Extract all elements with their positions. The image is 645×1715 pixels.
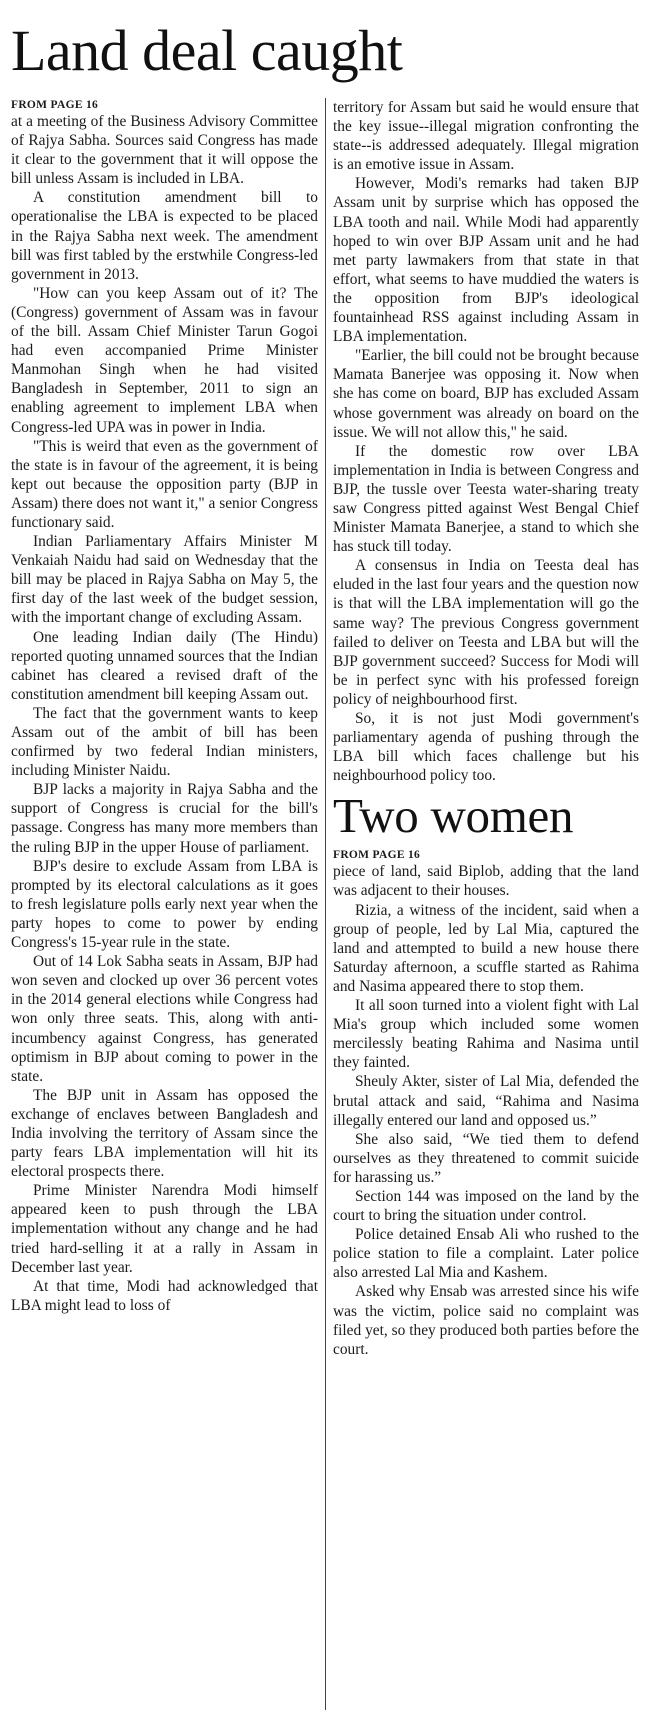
right-column — [333, 98, 639, 1710]
article2-paragraph: Rizia, a witness of the incident, said when a group of people, led by Lal Mia, captured the land and attempted to build a new house there Saturday afternoon, a scuffle started as Rahima and Nasima appeared there to stop them. — [333, 901, 639, 995]
article1-paragraph: BJP's desire to exclude Assam from LBA is prompted by its electoral calculations as it goes to fresh legislature polls early next year when the party hopes to come to power by ending Congress's 15-year rule in the state. — [11, 857, 318, 952]
article1-paragraph: BJP lacks a majority in Rajya Sabha and the support of Congress is crucial for the bill's passage. Congress has many more members than the ruling BJP in the upper House of parliament. — [11, 781, 318, 856]
article1-paragraph: A constitution amendment bill to operationalise the LBA is expected to be placed in the Rajya Sabha next week. The amendment bill was first tabled by the erstwhile Congress-led government in 2013. — [11, 189, 318, 283]
article1-paragraph: At that time, Modi had acknowledged that LBA might lead to loss of — [11, 1277, 318, 1314]
article2-paragraph: It all soon turned into a violent fight with Lal Mia's group which included some women mercilessly beating Rahima and Nasima until they fainted. — [333, 997, 639, 1072]
article1-paragraph: One leading Indian daily (The Hindu) reported quoting unnamed sources that the Indian cabinet has cleared a revised draft of the constitution amendment bill keeping Assam out. — [11, 628, 318, 703]
jump-line-article2: FROM PAGE 16 — [333, 849, 421, 862]
article1-paragraph: territory for Assam but said he would ensure that the key issue--illegal migration confronting the state--is addressed adequately. Illegal migration is an emotive issue in Assam. — [333, 99, 639, 174]
article1-paragraph: "Earlier, the bill could not be brought because Mamata Banerjee was opposing it. Now when she has come on board, BJP has excluded Assam whose government was already on board on the issue. We will not allow this," he said. — [333, 347, 639, 441]
article2-paragraph: Asked why Ensab was arrested since his wife was the victim, police said no complaint was filed yet, so they produced both parties before the court. — [333, 1283, 639, 1358]
article1-paragraph: The fact that the government wants to keep Assam out of the ambit of bill has been confirmed by two federal Indian ministers, including Minister Naidu. — [11, 704, 318, 780]
article2-paragraph: Sheuly Akter, sister of Lal Mia, defended the brutal attack and said, “Rahima and Nasima illegally entered our land and opposed us.” — [333, 1073, 639, 1129]
article1-paragraph: However, Modi's remarks had taken BJP Assam unit by surprise which has opposed the LBA tooth and nail. While Modi had apparently hoped to win over BJP Assam unit and he had met party lawmakers from that state in that effort, what seems to have muddied the waters is the opposition from BJP's ideological fountainhead RSS against including Assam in LBA implementation. — [333, 175, 639, 346]
column-divider — [325, 98, 326, 1710]
article2-paragraph: Section 144 was imposed on the land by the court to bring the situation under control. — [333, 1187, 639, 1225]
headline-two-women: Two women — [333, 788, 574, 844]
article1-paragraph: Out of 14 Lok Sabha seats in Assam, BJP had won seven and clocked up over 36 percent votes in the 2014 general elections while Congress had won only three seats. This, along with anti-incumbency against Congress, has generated optimism in BJP about coming to power in the state. — [11, 953, 318, 1085]
article1-paragraph: So, it is not just Modi government's parliamentary agenda of pushing through the LBA bill which faces challenge but his neighbourhood policy too. — [333, 710, 639, 785]
article2-paragraph: She also said, “We tied them to defend ourselves as they threatened to commit suicide for harassing us.” — [333, 1130, 639, 1186]
article-columns — [11, 98, 639, 1710]
left-column — [11, 98, 318, 1710]
article1-paragraph: "How can you keep Assam out of it? The (Congress) government of Assam was in favour of the bill. Assam Chief Minister Tarun Gogoi had even accompanied Prime Minister Manmohan Singh when he had visited Bangladesh in September, 2011 to sign an enabling agreement to implement LBA when Congress-led UPA was in power in India. — [11, 284, 318, 436]
article1-paragraph: If the domestic row over LBA implementation in India is between Congress and BJP, the tussle over Teesta water-sharing treaty saw Congress pitted against West Bengal Chief Minister Mamata Banerjee, a stand to which she has stuck till today. — [333, 442, 639, 556]
article2-paragraph: Police detained Ensab Ali who rushed to the police station to file a complaint. Later police also arrested Lal Mia and Kashem. — [333, 1226, 639, 1282]
article1-paragraph: "This is weird that even as the government of the state is in favour of the agreement, it is being kept out because the opposition party (BJP in Assam) there does not want it," a senior Congress functionary said. — [11, 437, 318, 531]
article1-paragraph: at a meeting of the Business Advisory Committee of Rajya Sabha. Sources said Congress has made it clear to the government that it will oppose the bill unless Assam is included in LBA. — [11, 113, 318, 188]
jump-line-article1: FROM PAGE 16 — [11, 99, 99, 111]
article1-paragraph: A consensus in India on Teesta deal has eluded in the last four years and the question now is that will the LBA implementation will go the same way? The previous Congress government failed to deliver on Teesta and LBA but will the BJP government succeed? Success for Modi will be in perfect sync with his professed foreign policy of neighbourhood first. — [333, 557, 639, 708]
article1-paragraph: The BJP unit in Assam has opposed the exchange of enclaves between Bangladesh and India involving the territory of Assam since the party fears LBA implementation will hit its electoral prospects there. — [11, 1086, 318, 1181]
article1-paragraph: Prime Minister Narendra Modi himself appeared keen to push through the LBA implementation without any change and he had tried hard-selling it at a rally in Assam in December last year. — [11, 1182, 318, 1276]
article1-paragraph: Indian Parliamentary Affairs Minister M Venkaiah Naidu had said on Wednesday that the bill may be placed in Rajya Sabha on May 5, the first day of the last week of the budget session, with the important change of excluding Assam. — [11, 533, 318, 627]
headline-land-deal: Land deal caught — [11, 18, 403, 83]
article2-paragraph: piece of land, said Biplob, adding that the land was adjacent to their houses. — [333, 863, 639, 900]
